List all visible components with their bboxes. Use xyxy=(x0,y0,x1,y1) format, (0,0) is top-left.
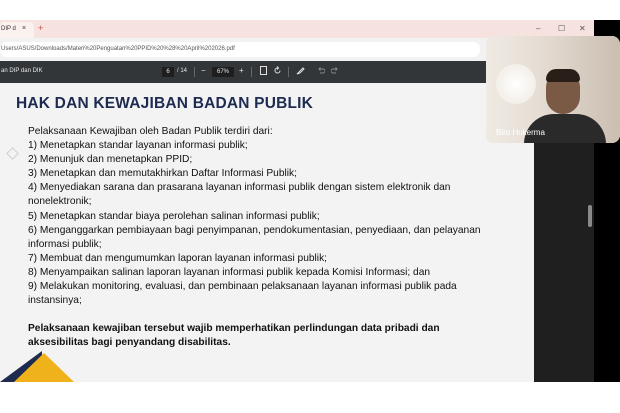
participant-name: Biro Hukerma xyxy=(496,128,545,137)
maximize-button[interactable]: ☐ xyxy=(558,24,566,33)
zoom-out-button[interactable]: − xyxy=(201,66,206,75)
participant-hair xyxy=(546,69,580,82)
webcam-light xyxy=(496,64,536,104)
slide-line: 7) Membuat dan mengumumkan laporan layanan informasi publik; xyxy=(28,252,327,264)
spacer xyxy=(28,308,528,322)
toolbar-divider xyxy=(194,67,195,77)
slide-line: 6) Menganggarkan pembiayaan bagi penyimpanan, pendokumentasian, penyediaan, dan pelayanan xyxy=(28,224,481,236)
slide-line: 1) Menetapkan standar layanan informasi publik; xyxy=(28,140,248,152)
url-input[interactable]: Users/ASUS/Downloads/Materi%20Penguatan%20PPID%20%28%20April%202026.pdf xyxy=(0,42,480,57)
toolbar-divider xyxy=(251,67,252,77)
scrollbar-thumb[interactable] xyxy=(588,205,592,227)
zoom-level-input[interactable]: 67% xyxy=(212,67,234,77)
slide-body xyxy=(28,125,528,350)
slide-line: informasi publik; xyxy=(28,238,102,250)
rotate-icon[interactable] xyxy=(273,66,282,77)
yellow-corner-decoration xyxy=(14,353,74,382)
slide-line: instansinya; xyxy=(28,295,82,307)
slide-line: 9) Melakukan monitoring, evaluasi, dan pembinaan pelaksanaan layanan informasi publik pada xyxy=(28,281,457,293)
slide-line: 2) Menunjuk dan menetapkan PPID; xyxy=(28,154,193,166)
pdf-page xyxy=(0,83,534,382)
slide-line: 5) Menetapkan standar biaya perolehan salinan informasi publik; xyxy=(28,210,320,222)
page-total: / 14 xyxy=(177,68,188,74)
slide-note-line: Pelaksanaan kewajiban tersebut wajib memperhatikan perlindungan data pribadi dan xyxy=(28,323,440,335)
annotate-icon[interactable] xyxy=(296,66,305,77)
slide-line: 4) Menyediakan sarana dan prasarana layanan informasi publik dengan sistem elektronik dan xyxy=(28,182,451,194)
browser-tab[interactable] xyxy=(0,22,34,38)
slide-line: nonelektronik; xyxy=(28,196,92,208)
fit-page-icon[interactable] xyxy=(259,66,268,77)
slide-line: Pelaksanaan Kewajiban oleh Badan Publik terdiri dari: xyxy=(28,126,273,137)
browser-tab-title: DIP d xyxy=(1,26,16,32)
toolbar-divider xyxy=(288,67,289,77)
page-number-input[interactable]: 6 xyxy=(162,67,174,77)
new-tab-button[interactable]: + xyxy=(38,23,44,33)
diamond-decoration-icon xyxy=(6,147,19,160)
slide-note-line: aksesibilitas bagi penyandang disabilitas. xyxy=(28,337,231,349)
document-title: an DIP dan DIK xyxy=(1,68,43,74)
slide-title: HAK DAN KEWAJIBAN BADAN PUBLIK xyxy=(16,95,314,112)
slide-line: 3) Menetapkan dan memutakhirkan Daftar Informasi Publik; xyxy=(28,168,297,180)
slide-line: 8) Menyampaikan salinan laporan layanan informasi publik kepada Komisi Informasi; dan xyxy=(28,266,431,278)
tab-close-icon[interactable]: × xyxy=(22,25,27,32)
redo-icon[interactable] xyxy=(331,66,339,76)
minimize-button[interactable]: – xyxy=(536,24,541,33)
undo-icon[interactable] xyxy=(317,66,325,76)
zoom-in-button[interactable]: + xyxy=(239,66,244,75)
close-window-button[interactable]: ✕ xyxy=(579,24,586,33)
webcam-tile[interactable] xyxy=(486,36,620,143)
